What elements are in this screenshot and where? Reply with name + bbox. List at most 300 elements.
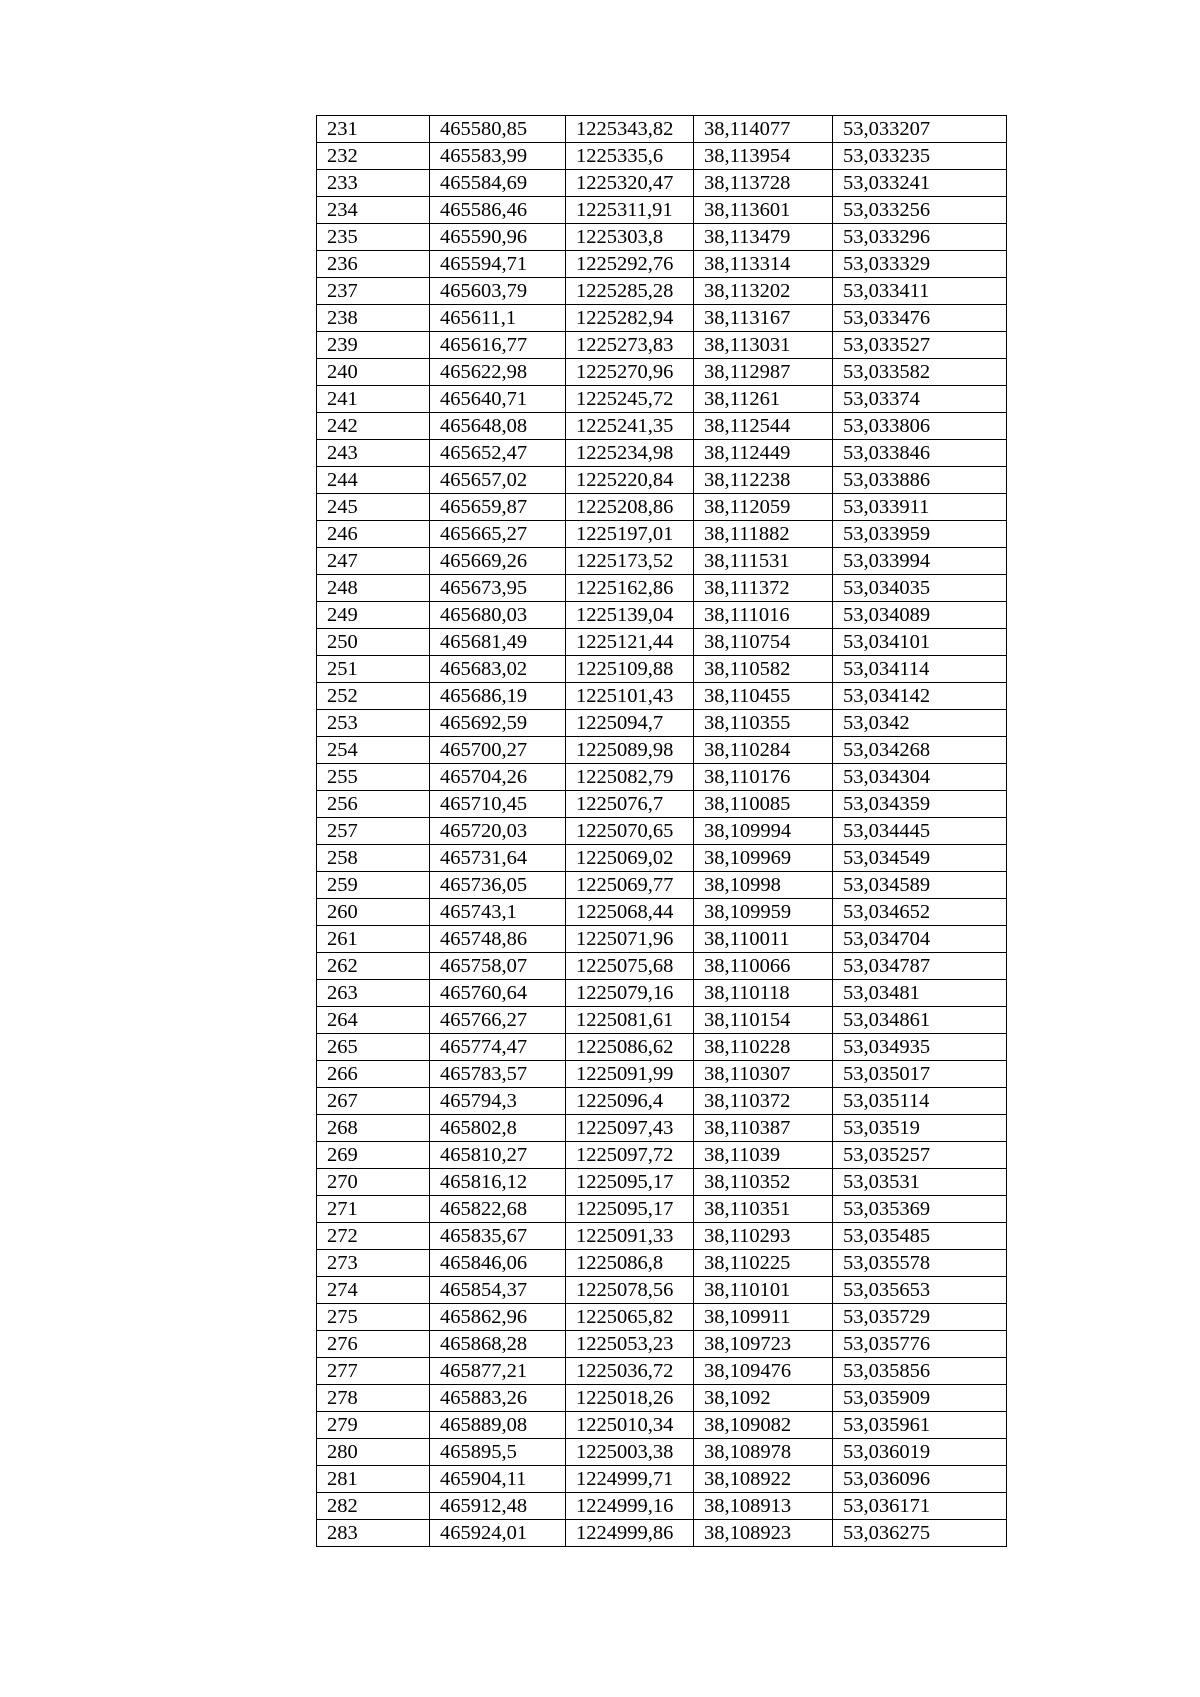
longitude-cell: 38,11039 <box>694 1142 833 1169</box>
y-coordinate-cell: 1225003,38 <box>566 1439 694 1466</box>
point-number-cell: 283 <box>317 1520 430 1547</box>
y-coordinate-cell: 1225091,99 <box>566 1061 694 1088</box>
x-coordinate-cell: 465895,5 <box>430 1439 566 1466</box>
point-number-cell: 272 <box>317 1223 430 1250</box>
point-number-cell: 277 <box>317 1358 430 1385</box>
latitude-cell: 53,034359 <box>833 791 1007 818</box>
point-number-cell: 267 <box>317 1088 430 1115</box>
x-coordinate-cell: 465758,07 <box>430 953 566 980</box>
latitude-cell: 53,035485 <box>833 1223 1007 1250</box>
y-coordinate-cell: 1224999,86 <box>566 1520 694 1547</box>
point-number-cell: 260 <box>317 899 430 926</box>
x-coordinate-cell: 465731,64 <box>430 845 566 872</box>
latitude-cell: 53,035257 <box>833 1142 1007 1169</box>
table-row <box>317 386 1007 413</box>
table-row <box>317 494 1007 521</box>
y-coordinate-cell: 1225343,82 <box>566 116 694 143</box>
latitude-cell: 53,033256 <box>833 197 1007 224</box>
x-coordinate-cell: 465868,28 <box>430 1331 566 1358</box>
longitude-cell: 38,111531 <box>694 548 833 575</box>
latitude-cell: 53,03374 <box>833 386 1007 413</box>
y-coordinate-cell: 1225121,44 <box>566 629 694 656</box>
latitude-cell: 53,035653 <box>833 1277 1007 1304</box>
point-number-cell: 240 <box>317 359 430 386</box>
point-number-cell: 242 <box>317 413 430 440</box>
point-number-cell: 262 <box>317 953 430 980</box>
x-coordinate-cell: 465603,79 <box>430 278 566 305</box>
x-coordinate-cell: 465580,85 <box>430 116 566 143</box>
point-number-cell: 246 <box>317 521 430 548</box>
y-coordinate-cell: 1225091,33 <box>566 1223 694 1250</box>
latitude-cell: 53,034268 <box>833 737 1007 764</box>
latitude-cell: 53,035909 <box>833 1385 1007 1412</box>
y-coordinate-cell: 1225208,86 <box>566 494 694 521</box>
longitude-cell: 38,112238 <box>694 467 833 494</box>
point-number-cell: 276 <box>317 1331 430 1358</box>
table-row <box>317 1250 1007 1277</box>
point-number-cell: 282 <box>317 1493 430 1520</box>
point-number-cell: 266 <box>317 1061 430 1088</box>
longitude-cell: 38,109994 <box>694 818 833 845</box>
y-coordinate-cell: 1225095,17 <box>566 1196 694 1223</box>
longitude-cell: 38,111016 <box>694 602 833 629</box>
x-coordinate-cell: 465794,3 <box>430 1088 566 1115</box>
y-coordinate-cell: 1225069,77 <box>566 872 694 899</box>
x-coordinate-cell: 465657,02 <box>430 467 566 494</box>
y-coordinate-cell: 1225162,86 <box>566 575 694 602</box>
table-row <box>317 548 1007 575</box>
y-coordinate-cell: 1225270,96 <box>566 359 694 386</box>
x-coordinate-cell: 465810,27 <box>430 1142 566 1169</box>
table-row <box>317 602 1007 629</box>
y-coordinate-cell: 1225078,56 <box>566 1277 694 1304</box>
y-coordinate-cell: 1225070,65 <box>566 818 694 845</box>
point-number-cell: 232 <box>317 143 430 170</box>
point-number-cell: 280 <box>317 1439 430 1466</box>
latitude-cell: 53,033207 <box>833 116 1007 143</box>
point-number-cell: 241 <box>317 386 430 413</box>
longitude-cell: 38,110118 <box>694 980 833 1007</box>
latitude-cell: 53,03531 <box>833 1169 1007 1196</box>
longitude-cell: 38,113314 <box>694 251 833 278</box>
table-row <box>317 818 1007 845</box>
x-coordinate-cell: 465704,26 <box>430 764 566 791</box>
latitude-cell: 53,033411 <box>833 278 1007 305</box>
y-coordinate-cell: 1225075,68 <box>566 953 694 980</box>
point-number-cell: 264 <box>317 1007 430 1034</box>
latitude-cell: 53,034861 <box>833 1007 1007 1034</box>
latitude-cell: 53,033886 <box>833 467 1007 494</box>
longitude-cell: 38,10998 <box>694 872 833 899</box>
table-row <box>317 899 1007 926</box>
x-coordinate-cell: 465736,05 <box>430 872 566 899</box>
x-coordinate-cell: 465774,47 <box>430 1034 566 1061</box>
longitude-cell: 38,110101 <box>694 1277 833 1304</box>
x-coordinate-cell: 465720,03 <box>430 818 566 845</box>
latitude-cell: 53,034445 <box>833 818 1007 845</box>
longitude-cell: 38,112544 <box>694 413 833 440</box>
longitude-cell: 38,110372 <box>694 1088 833 1115</box>
latitude-cell: 53,036019 <box>833 1439 1007 1466</box>
point-number-cell: 251 <box>317 656 430 683</box>
latitude-cell: 53,033241 <box>833 170 1007 197</box>
y-coordinate-cell: 1225068,44 <box>566 899 694 926</box>
latitude-cell: 53,034142 <box>833 683 1007 710</box>
table-row <box>317 413 1007 440</box>
x-coordinate-cell: 465686,19 <box>430 683 566 710</box>
y-coordinate-cell: 1225197,01 <box>566 521 694 548</box>
y-coordinate-cell: 1225086,8 <box>566 1250 694 1277</box>
table-row <box>317 278 1007 305</box>
y-coordinate-cell: 1225018,26 <box>566 1385 694 1412</box>
latitude-cell: 53,036096 <box>833 1466 1007 1493</box>
table-row <box>317 116 1007 143</box>
x-coordinate-cell: 465594,71 <box>430 251 566 278</box>
longitude-cell: 38,109723 <box>694 1331 833 1358</box>
table-row <box>317 1115 1007 1142</box>
longitude-cell: 38,113202 <box>694 278 833 305</box>
point-number-cell: 269 <box>317 1142 430 1169</box>
point-number-cell: 231 <box>317 116 430 143</box>
y-coordinate-cell: 1225220,84 <box>566 467 694 494</box>
y-coordinate-cell: 1225273,83 <box>566 332 694 359</box>
latitude-cell: 53,034304 <box>833 764 1007 791</box>
x-coordinate-cell: 465673,95 <box>430 575 566 602</box>
latitude-cell: 53,033911 <box>833 494 1007 521</box>
latitude-cell: 53,034035 <box>833 575 1007 602</box>
latitude-cell: 53,036171 <box>833 1493 1007 1520</box>
point-number-cell: 270 <box>317 1169 430 1196</box>
table-row <box>317 1331 1007 1358</box>
longitude-cell: 38,111882 <box>694 521 833 548</box>
latitude-cell: 53,0342 <box>833 710 1007 737</box>
latitude-cell: 53,033806 <box>833 413 1007 440</box>
longitude-cell: 38,110085 <box>694 791 833 818</box>
x-coordinate-cell: 465616,77 <box>430 332 566 359</box>
y-coordinate-cell: 1225081,61 <box>566 1007 694 1034</box>
point-number-cell: 248 <box>317 575 430 602</box>
y-coordinate-cell: 1225094,7 <box>566 710 694 737</box>
x-coordinate-cell: 465584,69 <box>430 170 566 197</box>
latitude-cell: 53,035369 <box>833 1196 1007 1223</box>
point-number-cell: 278 <box>317 1385 430 1412</box>
latitude-cell: 53,033527 <box>833 332 1007 359</box>
latitude-cell: 53,035729 <box>833 1304 1007 1331</box>
x-coordinate-cell: 465681,49 <box>430 629 566 656</box>
x-coordinate-cell: 465665,27 <box>430 521 566 548</box>
latitude-cell: 53,035114 <box>833 1088 1007 1115</box>
longitude-cell: 38,110154 <box>694 1007 833 1034</box>
latitude-cell: 53,034549 <box>833 845 1007 872</box>
table-row <box>317 710 1007 737</box>
y-coordinate-cell: 1225241,35 <box>566 413 694 440</box>
longitude-cell: 38,110293 <box>694 1223 833 1250</box>
longitude-cell: 38,113954 <box>694 143 833 170</box>
y-coordinate-cell: 1225234,98 <box>566 440 694 467</box>
point-number-cell: 261 <box>317 926 430 953</box>
table-row <box>317 683 1007 710</box>
table-row <box>317 305 1007 332</box>
x-coordinate-cell: 465877,21 <box>430 1358 566 1385</box>
longitude-cell: 38,112987 <box>694 359 833 386</box>
latitude-cell: 53,033235 <box>833 143 1007 170</box>
table-row <box>317 1412 1007 1439</box>
point-number-cell: 244 <box>317 467 430 494</box>
longitude-cell: 38,113479 <box>694 224 833 251</box>
point-number-cell: 273 <box>317 1250 430 1277</box>
point-number-cell: 253 <box>317 710 430 737</box>
table-row <box>317 440 1007 467</box>
x-coordinate-cell: 465659,87 <box>430 494 566 521</box>
x-coordinate-cell: 465862,96 <box>430 1304 566 1331</box>
table-row <box>317 1196 1007 1223</box>
longitude-cell: 38,110176 <box>694 764 833 791</box>
y-coordinate-cell: 1225065,82 <box>566 1304 694 1331</box>
y-coordinate-cell: 1225079,16 <box>566 980 694 1007</box>
latitude-cell: 53,033959 <box>833 521 1007 548</box>
y-coordinate-cell: 1225139,04 <box>566 602 694 629</box>
x-coordinate-cell: 465835,67 <box>430 1223 566 1250</box>
table-row <box>317 467 1007 494</box>
x-coordinate-cell: 465669,26 <box>430 548 566 575</box>
point-number-cell: 234 <box>317 197 430 224</box>
y-coordinate-cell: 1225245,72 <box>566 386 694 413</box>
latitude-cell: 53,034704 <box>833 926 1007 953</box>
x-coordinate-cell: 465889,08 <box>430 1412 566 1439</box>
latitude-cell: 53,035578 <box>833 1250 1007 1277</box>
latitude-cell: 53,03481 <box>833 980 1007 1007</box>
longitude-cell: 38,110754 <box>694 629 833 656</box>
y-coordinate-cell: 1225109,88 <box>566 656 694 683</box>
longitude-cell: 38,110307 <box>694 1061 833 1088</box>
point-number-cell: 247 <box>317 548 430 575</box>
longitude-cell: 38,113031 <box>694 332 833 359</box>
table-row <box>317 656 1007 683</box>
longitude-cell: 38,110351 <box>694 1196 833 1223</box>
point-number-cell: 271 <box>317 1196 430 1223</box>
point-number-cell: 275 <box>317 1304 430 1331</box>
table-row <box>317 629 1007 656</box>
longitude-cell: 38,111372 <box>694 575 833 602</box>
y-coordinate-cell: 1225010,34 <box>566 1412 694 1439</box>
point-number-cell: 239 <box>317 332 430 359</box>
longitude-cell: 38,112449 <box>694 440 833 467</box>
x-coordinate-cell: 465640,71 <box>430 386 566 413</box>
table-row <box>317 1439 1007 1466</box>
x-coordinate-cell: 465816,12 <box>430 1169 566 1196</box>
x-coordinate-cell: 465743,1 <box>430 899 566 926</box>
point-number-cell: 237 <box>317 278 430 305</box>
longitude-cell: 38,109969 <box>694 845 833 872</box>
point-number-cell: 250 <box>317 629 430 656</box>
x-coordinate-cell: 465648,08 <box>430 413 566 440</box>
point-number-cell: 233 <box>317 170 430 197</box>
x-coordinate-cell: 465846,06 <box>430 1250 566 1277</box>
latitude-cell: 53,036275 <box>833 1520 1007 1547</box>
longitude-cell: 38,109476 <box>694 1358 833 1385</box>
table-row <box>317 143 1007 170</box>
table-row <box>317 845 1007 872</box>
latitude-cell: 53,035856 <box>833 1358 1007 1385</box>
y-coordinate-cell: 1224999,16 <box>566 1493 694 1520</box>
table-row <box>317 1169 1007 1196</box>
point-number-cell: 236 <box>317 251 430 278</box>
y-coordinate-cell: 1225082,79 <box>566 764 694 791</box>
y-coordinate-cell: 1225076,7 <box>566 791 694 818</box>
x-coordinate-cell: 465622,98 <box>430 359 566 386</box>
x-coordinate-cell: 465680,03 <box>430 602 566 629</box>
point-number-cell: 265 <box>317 1034 430 1061</box>
y-coordinate-cell: 1225335,6 <box>566 143 694 170</box>
y-coordinate-cell: 1225089,98 <box>566 737 694 764</box>
table-row <box>317 521 1007 548</box>
latitude-cell: 53,033329 <box>833 251 1007 278</box>
y-coordinate-cell: 1225303,8 <box>566 224 694 251</box>
x-coordinate-cell: 465912,48 <box>430 1493 566 1520</box>
latitude-cell: 53,035961 <box>833 1412 1007 1439</box>
point-number-cell: 281 <box>317 1466 430 1493</box>
x-coordinate-cell: 465748,86 <box>430 926 566 953</box>
point-number-cell: 268 <box>317 1115 430 1142</box>
longitude-cell: 38,110228 <box>694 1034 833 1061</box>
point-number-cell: 256 <box>317 791 430 818</box>
x-coordinate-cell: 465854,37 <box>430 1277 566 1304</box>
point-number-cell: 274 <box>317 1277 430 1304</box>
longitude-cell: 38,110355 <box>694 710 833 737</box>
table-row <box>317 1277 1007 1304</box>
longitude-cell: 38,113601 <box>694 197 833 224</box>
table-row <box>317 737 1007 764</box>
x-coordinate-cell: 465652,47 <box>430 440 566 467</box>
longitude-cell: 38,110582 <box>694 656 833 683</box>
table-row <box>317 170 1007 197</box>
point-number-cell: 263 <box>317 980 430 1007</box>
x-coordinate-cell: 465700,27 <box>430 737 566 764</box>
y-coordinate-cell: 1225069,02 <box>566 845 694 872</box>
x-coordinate-cell: 465583,99 <box>430 143 566 170</box>
x-coordinate-cell: 465924,01 <box>430 1520 566 1547</box>
y-coordinate-cell: 1225311,91 <box>566 197 694 224</box>
table-row <box>317 1304 1007 1331</box>
latitude-cell: 53,033994 <box>833 548 1007 575</box>
point-number-cell: 249 <box>317 602 430 629</box>
y-coordinate-cell: 1225285,28 <box>566 278 694 305</box>
y-coordinate-cell: 1225292,76 <box>566 251 694 278</box>
x-coordinate-cell: 465611,1 <box>430 305 566 332</box>
longitude-cell: 38,110387 <box>694 1115 833 1142</box>
latitude-cell: 53,034101 <box>833 629 1007 656</box>
point-number-cell: 257 <box>317 818 430 845</box>
y-coordinate-cell: 1225101,43 <box>566 683 694 710</box>
table-row <box>317 1520 1007 1547</box>
latitude-cell: 53,034652 <box>833 899 1007 926</box>
longitude-cell: 38,110455 <box>694 683 833 710</box>
x-coordinate-cell: 465692,59 <box>430 710 566 737</box>
latitude-cell: 53,035017 <box>833 1061 1007 1088</box>
latitude-cell: 53,034787 <box>833 953 1007 980</box>
y-coordinate-cell: 1225095,17 <box>566 1169 694 1196</box>
table-row <box>317 1088 1007 1115</box>
x-coordinate-cell: 465783,57 <box>430 1061 566 1088</box>
table-row <box>317 1034 1007 1061</box>
longitude-cell: 38,109911 <box>694 1304 833 1331</box>
point-number-cell: 258 <box>317 845 430 872</box>
longitude-cell: 38,1092 <box>694 1385 833 1412</box>
x-coordinate-cell: 465883,26 <box>430 1385 566 1412</box>
longitude-cell: 38,113728 <box>694 170 833 197</box>
x-coordinate-cell: 465766,27 <box>430 1007 566 1034</box>
point-number-cell: 259 <box>317 872 430 899</box>
longitude-cell: 38,110352 <box>694 1169 833 1196</box>
latitude-cell: 53,034089 <box>833 602 1007 629</box>
latitude-cell: 53,034935 <box>833 1034 1007 1061</box>
latitude-cell: 53,034114 <box>833 656 1007 683</box>
longitude-cell: 38,112059 <box>694 494 833 521</box>
y-coordinate-cell: 1225096,4 <box>566 1088 694 1115</box>
x-coordinate-cell: 465822,68 <box>430 1196 566 1223</box>
longitude-cell: 38,110066 <box>694 953 833 980</box>
longitude-cell: 38,114077 <box>694 116 833 143</box>
longitude-cell: 38,113167 <box>694 305 833 332</box>
x-coordinate-cell: 465904,11 <box>430 1466 566 1493</box>
point-number-cell: 255 <box>317 764 430 791</box>
y-coordinate-cell: 1225097,72 <box>566 1142 694 1169</box>
table-row <box>317 1061 1007 1088</box>
table-row <box>317 359 1007 386</box>
table-row <box>317 1493 1007 1520</box>
x-coordinate-cell: 465590,96 <box>430 224 566 251</box>
x-coordinate-cell: 465760,64 <box>430 980 566 1007</box>
latitude-cell: 53,035776 <box>833 1331 1007 1358</box>
y-coordinate-cell: 1225086,62 <box>566 1034 694 1061</box>
latitude-cell: 53,034589 <box>833 872 1007 899</box>
table-row <box>317 980 1007 1007</box>
y-coordinate-cell: 1225282,94 <box>566 305 694 332</box>
y-coordinate-cell: 1225071,96 <box>566 926 694 953</box>
y-coordinate-cell: 1224999,71 <box>566 1466 694 1493</box>
table-row <box>317 332 1007 359</box>
longitude-cell: 38,109082 <box>694 1412 833 1439</box>
latitude-cell: 53,033582 <box>833 359 1007 386</box>
longitude-cell: 38,109959 <box>694 899 833 926</box>
point-number-cell: 245 <box>317 494 430 521</box>
y-coordinate-cell: 1225097,43 <box>566 1115 694 1142</box>
coordinates-table-body <box>317 116 1007 1547</box>
point-number-cell: 235 <box>317 224 430 251</box>
longitude-cell: 38,110225 <box>694 1250 833 1277</box>
point-number-cell: 238 <box>317 305 430 332</box>
table-row <box>317 791 1007 818</box>
x-coordinate-cell: 465683,02 <box>430 656 566 683</box>
longitude-cell: 38,108913 <box>694 1493 833 1520</box>
table-row <box>317 1007 1007 1034</box>
longitude-cell: 38,11261 <box>694 386 833 413</box>
point-number-cell: 279 <box>317 1412 430 1439</box>
x-coordinate-cell: 465710,45 <box>430 791 566 818</box>
point-number-cell: 254 <box>317 737 430 764</box>
table-row <box>317 1142 1007 1169</box>
table-row <box>317 1358 1007 1385</box>
table-row <box>317 1223 1007 1250</box>
y-coordinate-cell: 1225173,52 <box>566 548 694 575</box>
longitude-cell: 38,110284 <box>694 737 833 764</box>
longitude-cell: 38,108922 <box>694 1466 833 1493</box>
y-coordinate-cell: 1225036,72 <box>566 1358 694 1385</box>
y-coordinate-cell: 1225053,23 <box>566 1331 694 1358</box>
table-row <box>317 1385 1007 1412</box>
longitude-cell: 38,108923 <box>694 1520 833 1547</box>
latitude-cell: 53,033296 <box>833 224 1007 251</box>
